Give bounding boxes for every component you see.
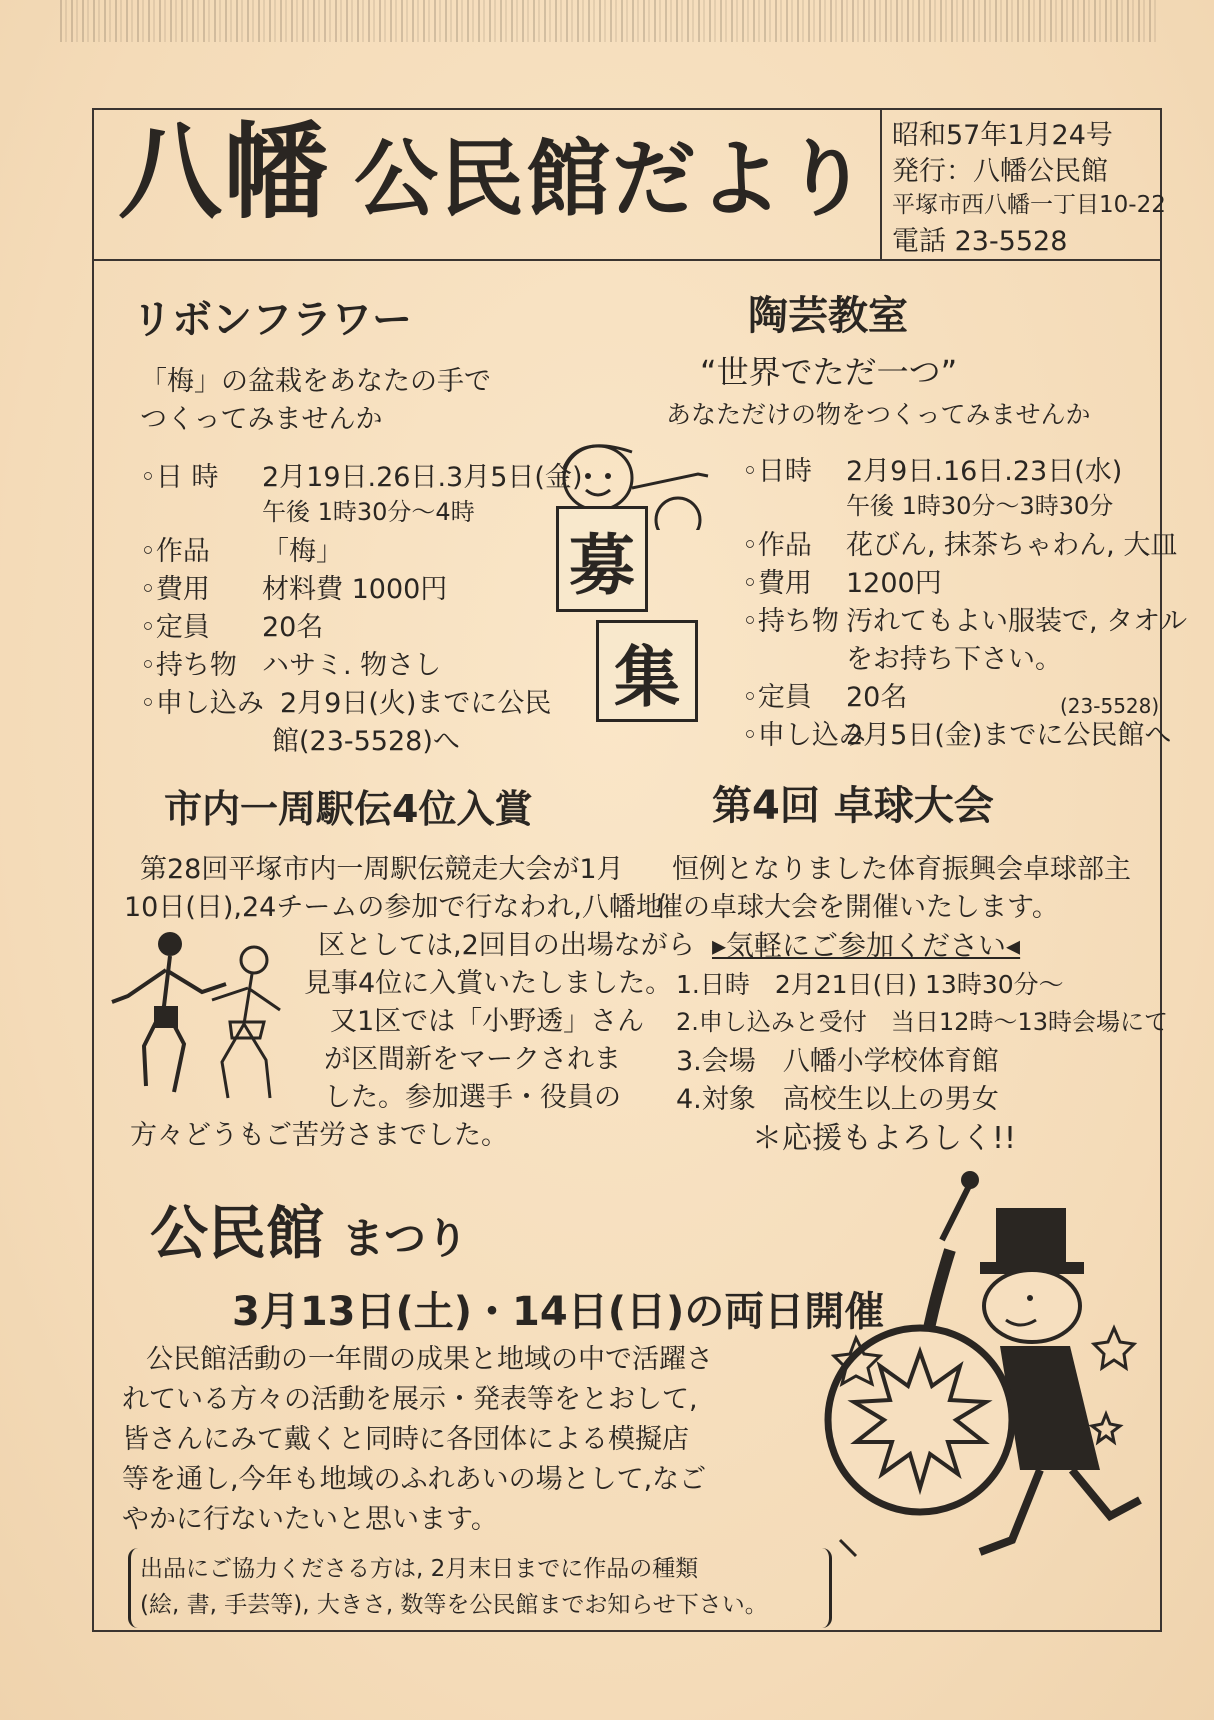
- issue-number: 昭和57年1月24号: [892, 120, 1113, 151]
- ribbon-value: 20名: [262, 612, 324, 643]
- festival-title: [150, 1199, 469, 1267]
- pottery-value: 午後 1時30分～3時30分: [846, 492, 1114, 520]
- newsletter-title: [118, 111, 871, 233]
- pottery-label: ◦費用: [742, 568, 812, 599]
- header-rule: [92, 259, 1162, 261]
- pingpong-line: 恒例となりました体育振興会卓球部主: [672, 854, 1131, 885]
- pingpong-line: ＊応援もよろしく!!: [752, 1121, 1017, 1156]
- ekiden-line: 区としては,2回目の出場ながら: [318, 930, 695, 961]
- ribbon-intro-2: つくってみませんか: [140, 404, 383, 435]
- ribbon-value: ハサミ. 物さし: [262, 650, 442, 681]
- festival-line: 等を通し,今年も地域のふれあいの場として,なご: [122, 1464, 707, 1495]
- festival-line: 皆さんにみて戴くと同時に各団体による模擬店: [122, 1424, 689, 1455]
- ekiden-title: 市内一周駅伝4位入賞: [164, 787, 533, 831]
- ribbon-label: ◦費用: [140, 574, 210, 605]
- ekiden-line: した。参加選手・役員の: [324, 1082, 621, 1113]
- pingpong-line: 2.申し込みと受付 当日12時～13時会場にて: [676, 1008, 1168, 1036]
- pottery-value: をお持ち下さい。: [846, 644, 1062, 675]
- festival-line: れている方々の活動を展示・発表等をとおして,: [122, 1384, 698, 1415]
- pottery-value: 1200円: [846, 568, 942, 599]
- pottery-label: ◦定員: [742, 682, 812, 713]
- pottery-value: 花びん, 抹茶ちゃわん, 大皿: [846, 530, 1178, 561]
- ribbon-value: 館(23-5528)へ: [272, 726, 460, 757]
- festival-line: 公民館活動の一年間の成果と地域の中で活躍さ: [146, 1344, 713, 1375]
- festival-title-rest: まつり: [342, 1214, 469, 1263]
- pottery-label: ◦作品: [742, 530, 812, 561]
- festival-note-2: (絵, 書, 手芸等), 大きさ, 数等を公民館までお知らせ下さい。: [140, 1592, 768, 1618]
- pottery-phone-note: (23-5528): [1060, 694, 1160, 718]
- ribbon-label: ◦申し込み: [140, 688, 264, 719]
- festival-line: やかに行ないたいと思います。: [122, 1504, 498, 1535]
- phone: 電話 23-5528: [892, 226, 1068, 257]
- poster-sign-top: 募: [556, 506, 648, 612]
- ribbon-value: 「梅」: [262, 536, 343, 567]
- title-main: 八幡: [118, 111, 331, 233]
- festival-title-main: 公民館: [150, 1199, 325, 1267]
- poster-sign-bottom: 集: [596, 620, 698, 722]
- ekiden-line: 第28回平塚市内一周駅伝競走大会が1月: [140, 854, 624, 885]
- ribbon-intro-1: 「梅」の盆栽をあなたの手で: [140, 366, 491, 397]
- pingpong-line: 催の卓球大会を開催いたします。: [656, 892, 1059, 923]
- pottery-intro: あなただけの物をつくってみませんか: [666, 400, 1091, 429]
- pottery-value: 2月9日.16日.23日(水): [846, 456, 1123, 487]
- pottery-value: 2月5日(金)までに公民館へ: [846, 720, 1172, 751]
- ribbon-value: 材料費 1000円: [262, 574, 448, 605]
- runners-illustration: [104, 926, 288, 1106]
- pottery-label: ◦日時: [742, 456, 812, 487]
- pingpong-line: 3.会場 八幡小学校体育館: [676, 1046, 999, 1077]
- ribbon-value: 2月9日(火)までに公民: [280, 688, 552, 719]
- ribbon-title: リボンフラワー: [132, 297, 412, 343]
- ekiden-line: が区間新をマークされま: [324, 1044, 621, 1075]
- drummer-illustration: [810, 1170, 1146, 1570]
- ribbon-value: 2月19日.26日.3月5日(金): [262, 462, 583, 493]
- pottery-label: ◦申し込み: [742, 720, 866, 751]
- ribbon-value: 午後 1時30分～4時: [262, 498, 475, 526]
- pingpong-line: 1.日時 2月21日(日) 13時30分～: [676, 970, 1064, 999]
- scan-noise: [60, 0, 1160, 42]
- pingpong-cta: ▸気軽にご参加ください◂: [712, 929, 1021, 962]
- ekiden-line: 方々どうもご苦労さまでした。: [130, 1120, 508, 1151]
- pingpong-line: 4.対象 高校生以上の男女: [676, 1084, 999, 1115]
- pottery-value: 汚れてもよい服装で, タオル: [846, 606, 1188, 637]
- ribbon-label: ◦日 時: [140, 462, 219, 493]
- pottery-title: 陶芸教室: [748, 293, 908, 339]
- festival-note-1: 出品にご協力くださる方は, 2月末日までに作品の種類: [140, 1556, 699, 1582]
- pottery-value: 20名: [846, 682, 908, 713]
- ekiden-line: 10日(日),24チームの参加で行なわれ,八幡地: [124, 892, 663, 923]
- pottery-label: ◦持ち物: [742, 606, 839, 637]
- festival-dates: 3月13日(土)・14日(日)の両日開催: [232, 1289, 885, 1335]
- pingpong-title: 第4回 卓球大会: [712, 783, 994, 829]
- pottery-subtitle: “世界でただ一つ”: [700, 353, 958, 391]
- title-rest: 公民館だより: [354, 130, 871, 228]
- ribbon-label: ◦持ち物: [140, 650, 237, 681]
- ribbon-label: ◦定員: [140, 612, 210, 643]
- header-divider: [880, 108, 882, 260]
- ekiden-line: 又1区では「小野透」さん: [330, 1006, 645, 1037]
- address: 平塚市西八幡一丁目10-22: [892, 192, 1166, 218]
- ribbon-label: ◦作品: [140, 536, 210, 567]
- ekiden-line: 見事4位に入賞いたしました。: [304, 968, 673, 999]
- publisher: 発行：八幡公民館: [892, 156, 1108, 187]
